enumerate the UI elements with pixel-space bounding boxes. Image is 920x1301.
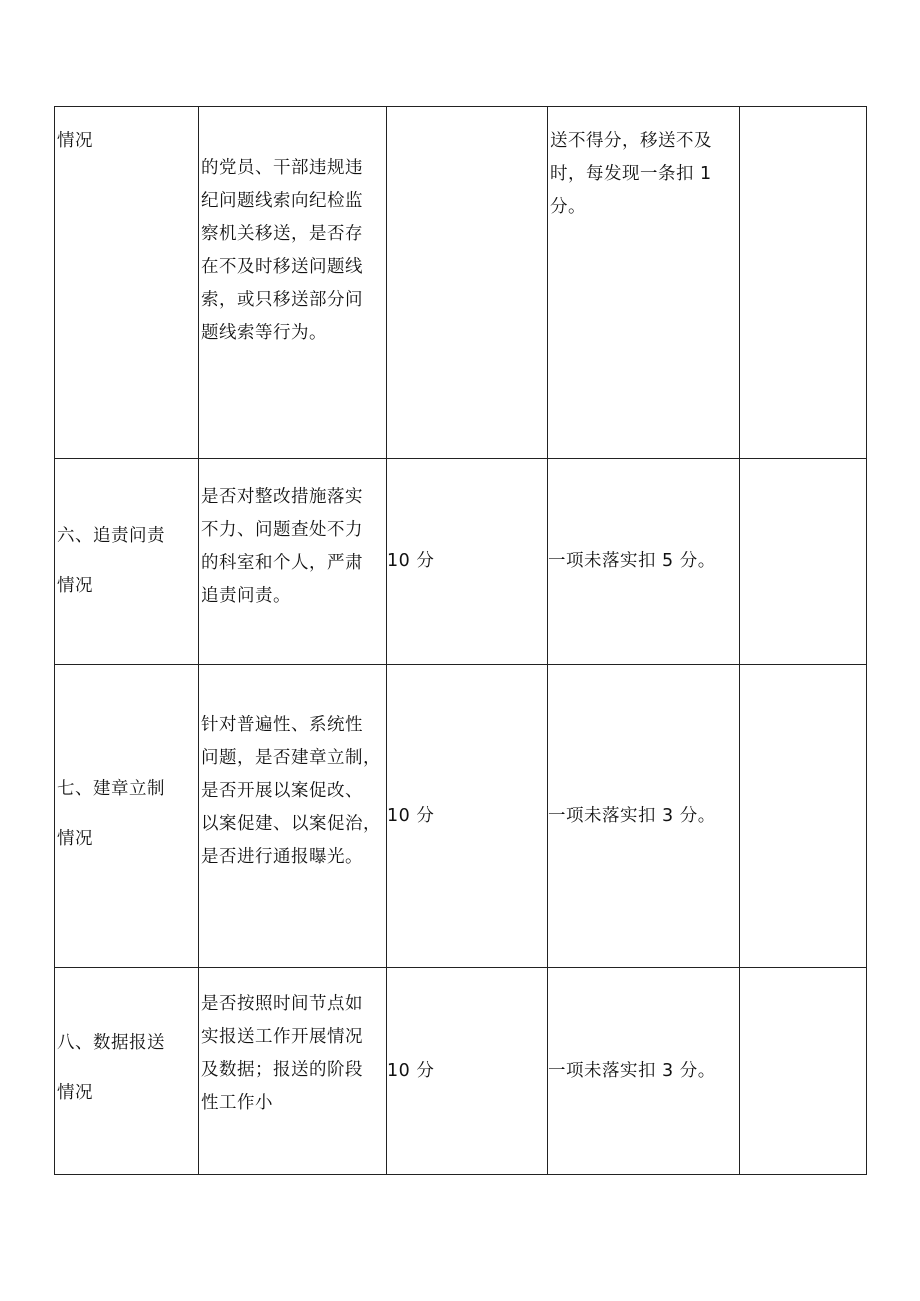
criteria-line: 是否进行通报曝光。 bbox=[201, 847, 363, 867]
item-line: 情况 bbox=[57, 576, 93, 596]
criteria-line: 的科室和个人，严肃 bbox=[201, 553, 363, 573]
criteria-line: 的党员、干部违规违 bbox=[201, 158, 363, 178]
rule-line: 送不得分，移送不及 bbox=[550, 131, 712, 151]
criteria-line: 题线索等行为。 bbox=[201, 323, 327, 343]
score-value: 10 分 bbox=[387, 551, 435, 571]
table-row bbox=[55, 968, 867, 1175]
criteria-line: 是否对整改措施落实 bbox=[201, 487, 363, 507]
table-row bbox=[55, 459, 867, 665]
criteria-line: 是否开展以案促改、 bbox=[201, 781, 363, 801]
assessment-table bbox=[54, 106, 867, 1175]
criteria-line: 及数据；报送的阶段 bbox=[201, 1060, 363, 1080]
score-cell bbox=[387, 107, 548, 459]
criteria-line: 察机关移送，是否存 bbox=[201, 224, 363, 244]
score-cell bbox=[387, 968, 548, 1175]
rule-line: 分。 bbox=[550, 197, 586, 217]
item-line: 情况 bbox=[57, 1083, 93, 1103]
table-row bbox=[55, 107, 867, 459]
criteria-cell bbox=[199, 107, 387, 459]
remark-cell bbox=[740, 665, 867, 968]
rule-cell bbox=[548, 107, 740, 459]
criteria-line: 索，或只移送部分问 bbox=[201, 290, 363, 310]
criteria-line: 纪问题线索向纪检监 bbox=[201, 191, 363, 211]
item-line: 八、数据报送 bbox=[57, 1033, 165, 1053]
criteria-line: 以案促建、以案促治， bbox=[201, 814, 381, 834]
item-line: 情况 bbox=[57, 829, 93, 849]
rule-cell bbox=[548, 968, 740, 1175]
criteria-line: 实报送工作开展情况 bbox=[201, 1027, 363, 1047]
remark-cell bbox=[740, 459, 867, 665]
table-row bbox=[55, 665, 867, 968]
remark-cell bbox=[740, 107, 867, 459]
criteria-line: 追责问责。 bbox=[201, 586, 291, 606]
criteria-line: 在不及时移送问题线 bbox=[201, 257, 363, 277]
criteria-cell bbox=[199, 459, 387, 665]
score-value: 10 分 bbox=[387, 1060, 435, 1081]
rule-cell bbox=[548, 665, 740, 968]
rule-line: 一项未落实扣 3 分。 bbox=[548, 805, 716, 826]
score-cell bbox=[387, 665, 548, 968]
rule-cell bbox=[548, 459, 740, 665]
item-line: 七、建章立制 bbox=[57, 779, 165, 799]
criteria-line: 不力、问题查处不力 bbox=[201, 520, 363, 540]
item-cell bbox=[55, 665, 199, 968]
item-line: 情况 bbox=[57, 131, 93, 151]
item-line: 六、追责问责 bbox=[57, 526, 165, 546]
remark-cell bbox=[740, 968, 867, 1175]
rule-line: 时，每发现一条扣 1 bbox=[550, 164, 712, 184]
item-cell bbox=[55, 107, 199, 459]
criteria-cell bbox=[199, 968, 387, 1175]
item-cell bbox=[55, 968, 199, 1175]
item-cell bbox=[55, 459, 199, 665]
criteria-line: 是否按照时间节点如 bbox=[201, 994, 363, 1014]
rule-line: 一项未落实扣 3 分。 bbox=[548, 1060, 716, 1081]
criteria-line: 针对普遍性、系统性 bbox=[201, 715, 363, 735]
rule-line: 一项未落实扣 5 分。 bbox=[548, 551, 716, 571]
score-cell bbox=[387, 459, 548, 665]
criteria-line: 问题，是否建章立制， bbox=[201, 748, 381, 768]
criteria-line: 性工作小 bbox=[201, 1093, 273, 1113]
criteria-cell bbox=[199, 665, 387, 968]
score-value: 10 分 bbox=[387, 805, 435, 826]
